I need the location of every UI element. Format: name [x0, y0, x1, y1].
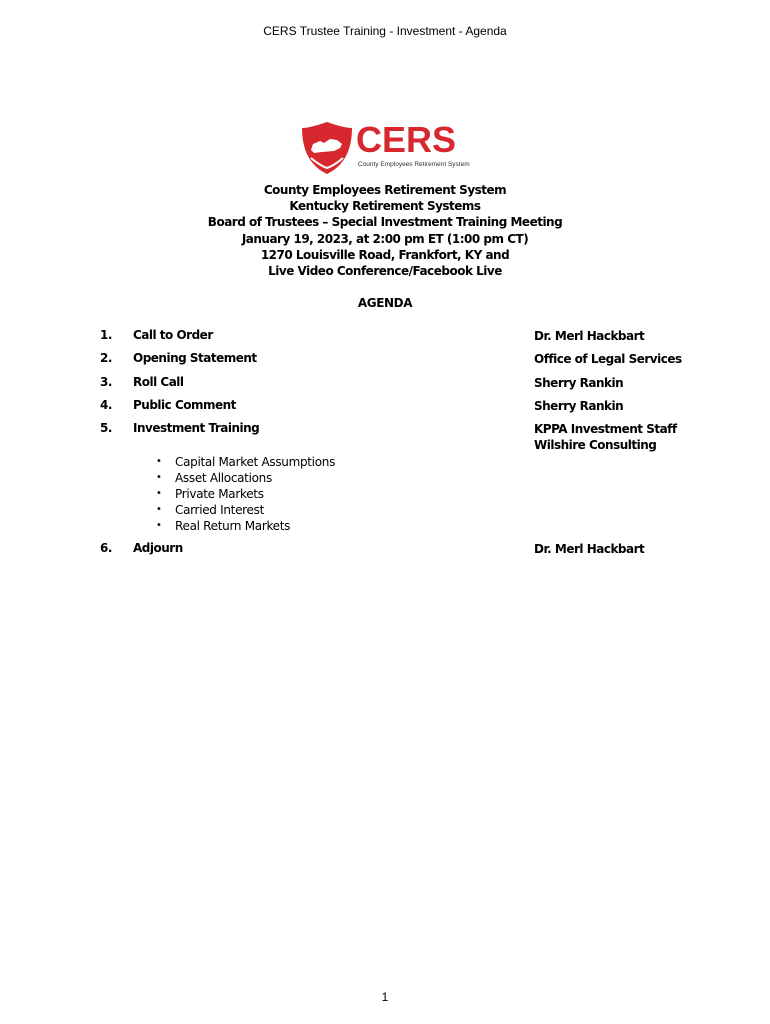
heading-line: County Employees Retirement System [263, 183, 507, 197]
bullet-icon: • [156, 488, 162, 499]
heading-line: Board of Trustees – Special Investment Training Meeting [207, 215, 563, 230]
item-presenter: Sherry Rankin [534, 376, 624, 390]
bullet-icon: • [156, 520, 162, 531]
topic-label: Carried Interest [175, 503, 264, 517]
training-topic-list [0, 454, 770, 534]
agenda-title: AGENDA [357, 296, 413, 310]
list-item [0, 470, 770, 486]
list-item [0, 502, 770, 518]
topic-label: Real Return Markets [175, 519, 291, 533]
item-number: 2. [100, 351, 112, 365]
cers-logo [300, 118, 475, 178]
item-label: Investment Training [133, 421, 260, 435]
agenda-item [0, 375, 770, 393]
bullet-icon: • [156, 504, 162, 515]
page-number: 1 [381, 990, 389, 1004]
item-label: Opening Statement [133, 351, 257, 365]
topic-label: Capital Market Assumptions [175, 455, 336, 469]
kentucky-shield-icon [300, 120, 354, 176]
presenter-line: KPPA Investment Staff [534, 422, 677, 436]
item-presenter [534, 421, 677, 453]
agenda-item [0, 541, 770, 559]
item-presenter: Dr. Merl Hackbart [534, 542, 645, 556]
logo-subtitle: County Employees Retirement System [358, 161, 470, 168]
presenter-line: Wilshire Consulting [534, 438, 657, 452]
item-number: 5. [100, 421, 112, 435]
item-presenter: Office of Legal Services [534, 352, 682, 366]
agenda-item [0, 351, 770, 369]
item-number: 4. [100, 398, 112, 412]
item-label: Roll Call [133, 375, 184, 389]
item-presenter: Dr. Merl Hackbart [534, 329, 645, 343]
item-label: Adjourn [133, 541, 183, 555]
item-number: 6. [100, 541, 112, 555]
list-item [0, 486, 770, 502]
agenda-item [0, 328, 770, 346]
list-item [0, 454, 770, 470]
agenda-item [0, 421, 770, 457]
list-item [0, 518, 770, 534]
bullet-icon: • [156, 472, 162, 483]
topic-label: Asset Allocations [175, 471, 272, 485]
agenda-item [0, 398, 770, 416]
topic-label: Private Markets [175, 487, 264, 501]
item-number: 1. [100, 328, 112, 342]
item-label: Call to Order [133, 328, 213, 342]
logo-wordmark: CERS [356, 119, 457, 160]
heading-line: 1270 Louisville Road, Frankfort, KY and [260, 247, 510, 262]
heading-line: Live Video Conference/Facebook Live [268, 264, 502, 279]
running-header: CERS Trustee Training - Investment - Agenda [263, 24, 507, 38]
item-presenter: Sherry Rankin [534, 399, 624, 413]
bullet-icon: • [156, 456, 162, 467]
meeting-heading [0, 182, 770, 279]
item-label: Public Comment [133, 398, 236, 412]
item-number: 3. [100, 375, 112, 389]
heading-line: Kentucky Retirement Systems [289, 199, 481, 214]
heading-line: January 19, 2023, at 2:00 pm ET (1:00 pm CT) [241, 231, 529, 246]
